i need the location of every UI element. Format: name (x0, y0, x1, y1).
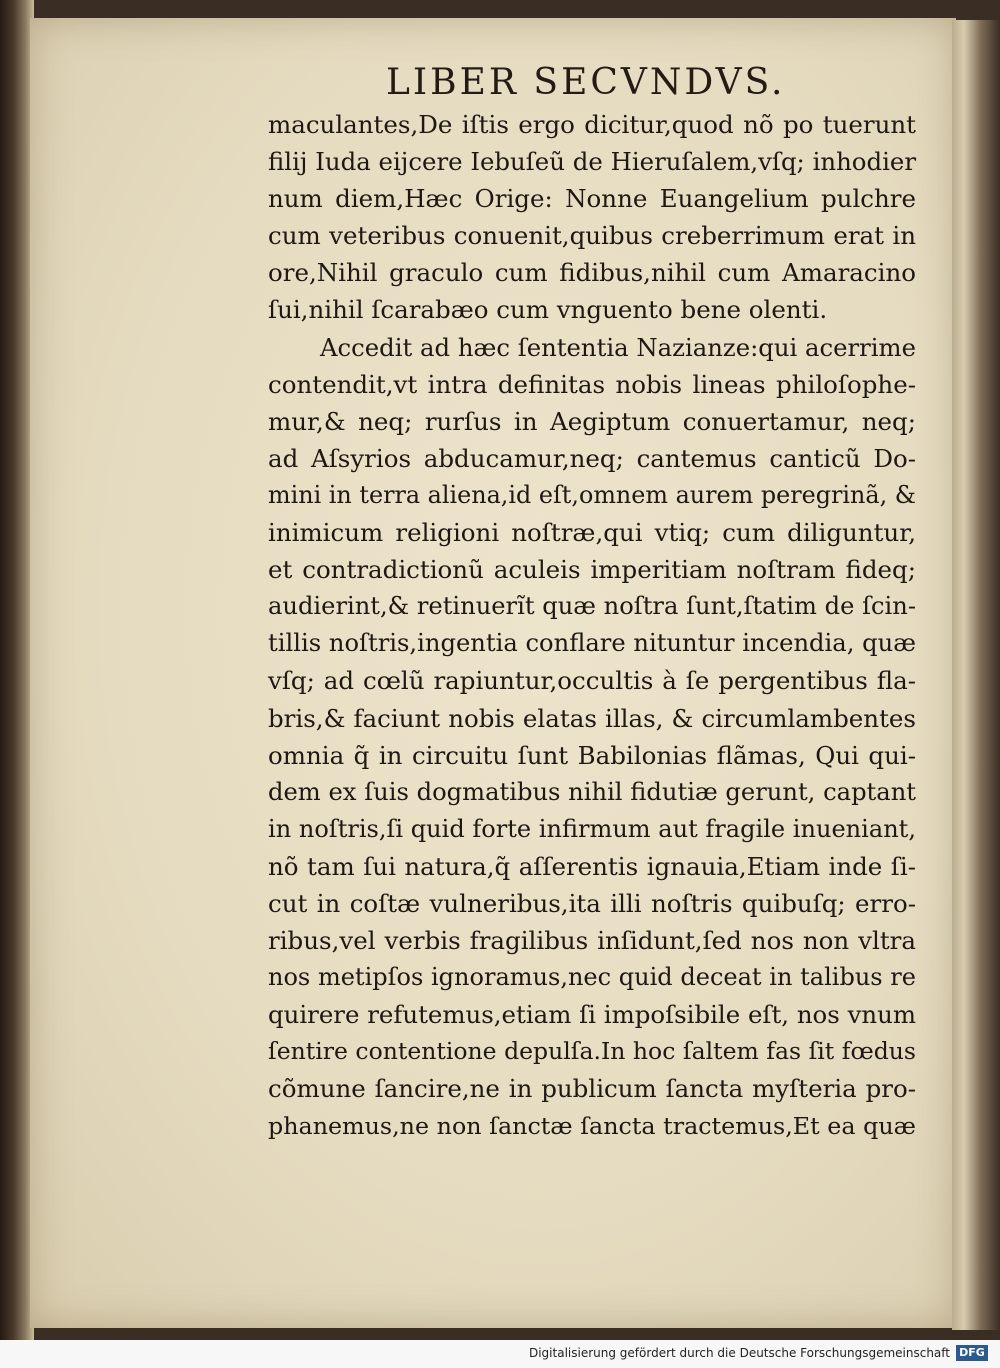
text-line: ad Aſsyrios abducamur,neq; cantemus canticũ Do- (268, 443, 916, 473)
text-line: ſui,nihil ſcarabæo cum vnguento bene olenti. (268, 295, 828, 325)
running-header: LIBER SECVNDVS. (386, 62, 786, 103)
text-line: nos metipſos ignoramus,nec quid deceat in talibus re (268, 963, 916, 992)
dfg-logo: DFG (956, 1345, 988, 1361)
text-line: cõmune ſancire,ne in publicum ſancta myſteria pro- (268, 1074, 916, 1104)
text-line: vſq; ad cœlũ rapiuntur,occultis à ſe pergentibus fla- (268, 666, 916, 696)
text-line: ore,Nihil graculo cum fidibus,nihil cum Amaracino (268, 258, 916, 288)
text-line: maculantes,De iſtis ergo dicitur,quod nõ po tuerunt (268, 110, 916, 139)
page-edge (952, 20, 1000, 1330)
body-text (268, 106, 916, 1145)
text-line: mur,& neq; rurſus in Aegiptum conuertamur, neq; (268, 406, 916, 436)
text-line: tillis noſtris,ingentia conflare nituntur incendia, quæ (268, 629, 916, 658)
funding-credit: Digitalisierung gefördert durch die Deutsche Forschungsgemeinschaft (528, 1346, 950, 1360)
text-line: bris,& faciunt nobis elatas illas, & circumlambentes (268, 703, 916, 733)
text-line: et contradictionũ aculeis imperitiam noſtram fideq; (268, 555, 916, 585)
text-line: quirere refutemus,etiam ſi impoſsibile eſt, nos vnum (268, 1000, 916, 1030)
book-spine (0, 0, 34, 1340)
text-line: num diem,Hæc Orige: Nonne Euangelium pulchre (268, 184, 916, 214)
text-line: ribus,vel verbis fragilibus inſidunt,ſed nos non vltra (268, 926, 916, 956)
text-line: in noſtris,ſi quid forte infirmum aut fragile inueniant, (268, 814, 916, 843)
text-line: dem ex ſuis dogmatibus nihil fidutiæ gerunt, captant (268, 777, 916, 806)
digitization-footer (0, 1340, 1000, 1368)
text-line: filij Iuda eijcere Iebuſeũ de Hieruſalem,vſq; inhodier (268, 147, 916, 177)
text-line: audierint,& retinuerĩt quæ noſtra ſunt,ſtatim de ſcin- (268, 592, 916, 621)
text-line: ſentire contentione depulſa.In hoc ſaltem fas ſit fœdus (268, 1037, 916, 1066)
text-line: phanemus,ne non ſanctæ ſancta tractemus,Et ea quæ (268, 1111, 916, 1140)
text-line: inimicum religioni noſtræ,qui vtiq; cum diliguntur, (268, 518, 916, 548)
text-line: mini in terra aliena,id eſt,omnem aurem peregrinã, & (268, 480, 916, 509)
text-line: cum veteribus conuenit,quibus creberrimum erat in (268, 221, 916, 251)
text-line: Accedit ad hæc ſententia Nazianze:qui acerrime (320, 332, 916, 362)
text-line: nõ tam ſui natura,q̃ aſſerentis ignauia,Etiam inde ſi- (268, 851, 916, 881)
text-line: omnia q̃ in circuitu ſunt Babilonias flãmas, Qui qui- (268, 740, 916, 770)
text-line: contendit,vt intra definitas nobis lineas philoſophe- (268, 369, 916, 399)
text-line: cut in coſtæ vulneribus,ita illi noſtris quibuſq; erro- (268, 888, 916, 918)
